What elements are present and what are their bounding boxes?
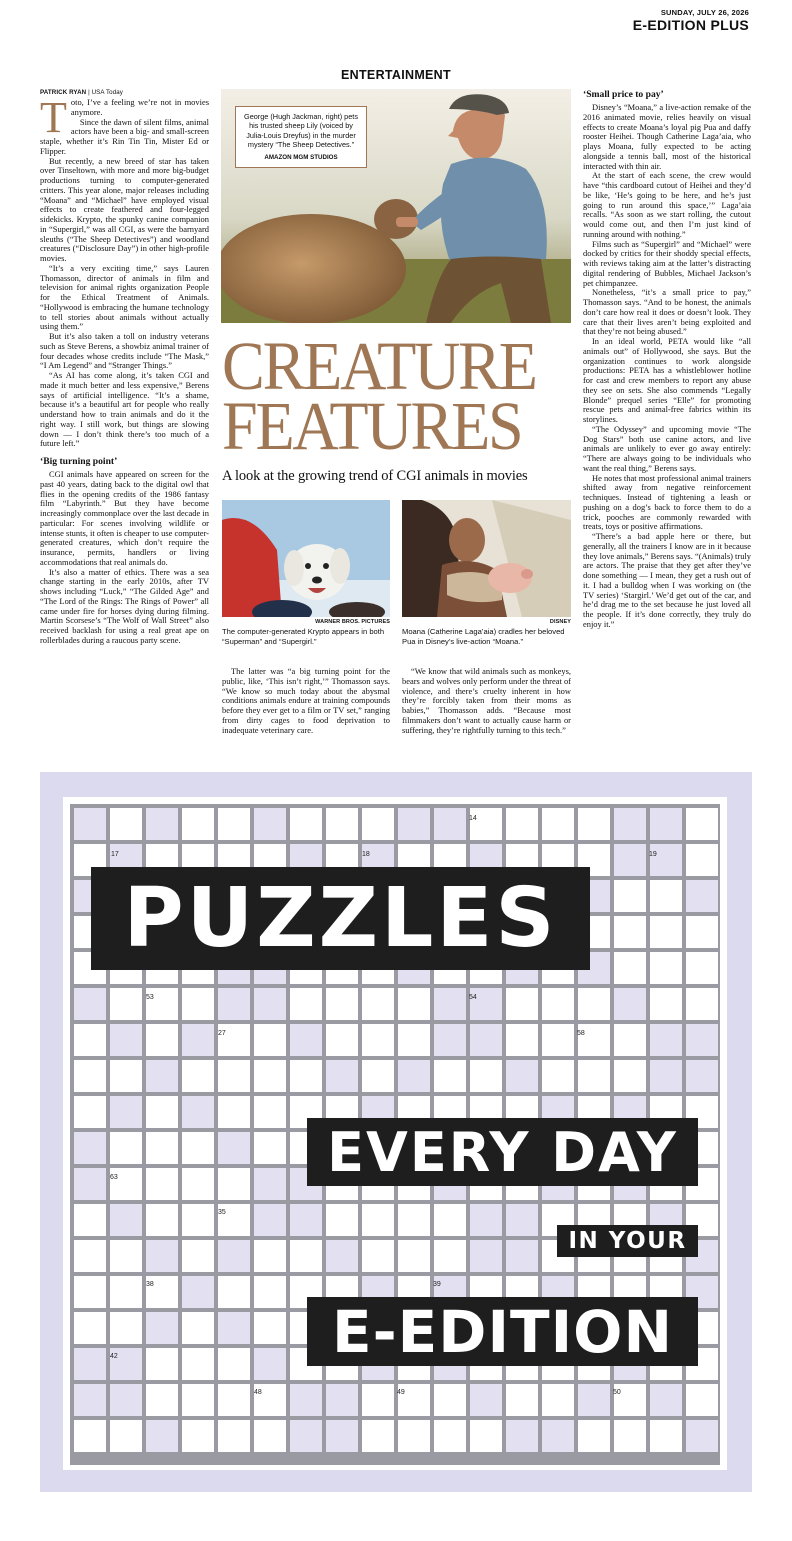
crossword-cell (182, 1132, 214, 1164)
crossword-cell (218, 1276, 250, 1308)
clue-number: 14 (469, 815, 477, 822)
crossword-cell (146, 1384, 178, 1416)
clue-number: 53 (146, 994, 154, 1001)
crossword-cell (74, 988, 106, 1020)
article-column-3 (402, 667, 571, 735)
paragraph: In an ideal world, PETA would like “all animals out” of Hollywood, she says. But the organization continues to work alongside productions: PETA has a whistleblower hotline for cast and crew members to report any abuse they see on sets. She also commends “Legally Blonde” prequel series “Elle” for promoting rescue pets and animal-free fabrics within its storylines. (583, 336, 751, 424)
crossword-cell (650, 1060, 682, 1092)
section-label: ENTERTAINMENT (341, 68, 451, 82)
crossword-cell (650, 880, 682, 912)
main-photo-caption: George (Hugh Jackman, right) pets his trusted sheep Lily (voiced by Julia-Louis Dreyfus) in the murder mystery “The Sheep Detectives.” (244, 112, 358, 149)
banner-e-edition: E-EDITION (307, 1297, 698, 1366)
crossword-cell (470, 808, 502, 840)
crossword-cell (506, 1204, 538, 1236)
crossword-cell (218, 1168, 250, 1200)
crossword-cell (254, 1276, 286, 1308)
paragraph: Films such as “Supergirl” and “Michael” were docked by critics for their shoddy special effects, with reviews taking aim at the latter’s distracting digital rendering of Bubbles, Michael Jackson’s pet chimpanzee. (583, 238, 751, 288)
crossword-cell (434, 808, 466, 840)
crossword-cell (542, 808, 574, 840)
headline-line-1: CREATURE (222, 328, 536, 404)
crossword-cell (578, 1420, 610, 1452)
crossword-cell (218, 1024, 250, 1056)
clue-number: 35 (218, 1209, 226, 1216)
crossword-cell (398, 1024, 430, 1056)
photo-krypto (222, 500, 390, 617)
paragraph: But it’s also taken a toll on industry veterans such as Steve Berens, a showbiz animal trainer of four decades whose credits include “The Mask,” “I Am Legend” and “Stranger Things.” (40, 331, 209, 371)
crossword-cell (146, 1060, 178, 1092)
byline-name: PATRICK RYAN (40, 89, 87, 96)
crossword-cell (74, 1384, 106, 1416)
crossword-cell (218, 1240, 250, 1272)
crossword-cell (218, 1312, 250, 1344)
crossword-cell (182, 1240, 214, 1272)
crossword-cell (686, 1420, 718, 1452)
clue-number: 19 (649, 851, 657, 858)
crossword-cell (146, 1348, 178, 1380)
crossword-cell (614, 952, 646, 984)
crossword-cell (326, 808, 358, 840)
banner-in-your: IN YOUR (557, 1225, 698, 1257)
clue-number: 39 (433, 1281, 441, 1288)
crossword-cell (326, 1240, 358, 1272)
deck: A look at the growing trend of CGI animals in movies (222, 468, 528, 484)
crossword-cell (614, 988, 646, 1020)
crossword-cell (506, 988, 538, 1020)
clue-number: 63 (110, 1174, 118, 1181)
crossword-cell (182, 1312, 214, 1344)
crossword-cell (254, 988, 286, 1020)
crossword-cell (434, 1240, 466, 1272)
crossword-cell (74, 1312, 106, 1344)
crossword-cell (326, 988, 358, 1020)
crossword-cell (290, 1060, 322, 1092)
crossword-cell (614, 1060, 646, 1092)
crossword-cell (362, 1024, 394, 1056)
crossword-cell (578, 1024, 610, 1056)
crossword-cell (218, 1132, 250, 1164)
main-photo-caption-box (235, 106, 367, 168)
crossword-cell (182, 1060, 214, 1092)
moana-illustration (402, 500, 571, 617)
clue-number: 58 (577, 1030, 585, 1037)
photo-moana-caption: Moana (Catherine Laga’aia) cradles her beloved Pua in Disney’s live-action “Moana.” (402, 627, 565, 646)
crossword-cell (650, 1420, 682, 1452)
crossword-cell (398, 1240, 430, 1272)
crossword-cell (254, 1312, 286, 1344)
crossword-cell (470, 1060, 502, 1092)
crossword-cell (254, 1240, 286, 1272)
crossword-cell (326, 1024, 358, 1056)
crossword-cell (434, 1384, 466, 1416)
crossword-cell (110, 988, 142, 1020)
crossword-cell (74, 1276, 106, 1308)
paragraph: At the start of each scene, the crew would have “this cardboard cutout of Heihei and they’d be like, ‘He’s going to be here, and he’s just going to run around this space,’” Laga’aia recalls. “As soon as we start rolling, the cutout would come out, and then I’m just kind of running around with nothing.” (583, 170, 751, 239)
crossword-cell (254, 1060, 286, 1092)
crossword-cell (398, 808, 430, 840)
crossword-cell (326, 1420, 358, 1452)
crossword-cell (74, 1168, 106, 1200)
crossword-cell (362, 1420, 394, 1452)
crossword-cell (614, 916, 646, 948)
issue-date: SUNDAY, JULY 26, 2026 (660, 8, 749, 17)
crossword-cell (74, 1096, 106, 1128)
crossword-cell (182, 988, 214, 1020)
crossword-cell (434, 1204, 466, 1236)
crossword-cell (254, 1168, 286, 1200)
crossword-cell (110, 1060, 142, 1092)
crossword-cell (254, 1204, 286, 1236)
crossword-cell (218, 1420, 250, 1452)
crossword-cell (110, 1132, 142, 1164)
crossword-cell (110, 1204, 142, 1236)
banner-every-day: EVERY DAY (307, 1118, 698, 1186)
clue-number: 38 (146, 1281, 154, 1288)
paragraph: “It’s a very exciting time,” says Lauren Thomasson, director of animals in film and television for animal rights organization People for the Ethical Treatment of Animals. “Hollywood is embracing the humane technology to tell stories about animals without actually using them.” (40, 262, 209, 332)
photo-moana-credit: DISNEY (549, 619, 571, 625)
crossword-cell (74, 1420, 106, 1452)
crossword-cell (182, 808, 214, 840)
crossword-cell (470, 988, 502, 1020)
photo-moana (402, 500, 571, 617)
paragraph: He notes that most professional animal trainers shifted away from negative reinforcement techniques. Instead of tightening a leash or pushing on a dog’s back to force them to do a trick, pooches are commonly rewarded with treats, toys or positive affirmations. (583, 472, 751, 532)
paragraph: Since the dawn of silent films, animal actors have been a big- and small-screen staple, whether it’s Rin Tin Tin, Mister Ed or Flipper. (40, 116, 209, 156)
crossword-cell (686, 1024, 718, 1056)
crossword-cell (146, 1312, 178, 1344)
crossword-cell (434, 1024, 466, 1056)
clue-number: 54 (469, 994, 477, 1001)
crossword-cell (110, 1276, 142, 1308)
crossword-cell (290, 988, 322, 1020)
crossword-cell (182, 1348, 214, 1380)
subhead-big-turning-point: ‘Big turning point’ (40, 456, 118, 467)
crossword-cell (218, 1096, 250, 1128)
crossword-cell (290, 1420, 322, 1452)
crossword-cell (614, 844, 646, 876)
crossword-cell (110, 1312, 142, 1344)
crossword-cell (506, 808, 538, 840)
crossword-cell (686, 808, 718, 840)
crossword-cell (650, 1024, 682, 1056)
crossword-cell (254, 1096, 286, 1128)
crossword-cell (686, 1384, 718, 1416)
crossword-cell (362, 988, 394, 1020)
photo-krypto-caption: The computer-generated Krypto appears in both “Superman” and “Supergirl.” (222, 627, 385, 646)
paragraph: CGI animals have appeared on screen for the past 40 years, dating back to the digital owl that flies in the opening credits of the 1986 fantasy film “Labyrinth.” But they have become increasingly commonplace over the last decade in particular: For scenes involving wildlife or intense stunts, it often is cheaper to use computer-generated creatures, which don’t require the insurance, permits, handlers or living accommodations that real animals do. (40, 469, 209, 567)
crossword-cell (506, 1420, 538, 1452)
edition-title: E-EDITION PLUS (632, 17, 749, 33)
crossword-cell (614, 808, 646, 840)
crossword-cell (326, 1060, 358, 1092)
crossword-cell (110, 1168, 142, 1200)
crossword-cell (470, 1240, 502, 1272)
crossword-cell (74, 1240, 106, 1272)
headline (222, 328, 574, 464)
crossword-cell (542, 1060, 574, 1092)
photo-krypto-credit: WARNER BROS. PICTURES (315, 619, 390, 625)
crossword-cell (650, 1384, 682, 1416)
crossword-cell (506, 1240, 538, 1272)
article-column-1 (40, 89, 209, 646)
crossword-cell (74, 1348, 106, 1380)
crossword-cell (398, 1060, 430, 1092)
paragraph: “As AI has come along, it’s taken CGI and made it much better and less expensive,” Berens says of artificial intelligence. “It’s a shame, because it’s a beautiful art for people who really understand how to train animals and do it the right way. I still work, but things are slowing down — I don’t think there’s too much of a future left.” (40, 370, 209, 449)
crossword-cell (578, 1384, 610, 1416)
clue-number: 50 (613, 1389, 621, 1396)
crossword-cell (110, 1420, 142, 1452)
crossword-cell (74, 1132, 106, 1164)
crossword-cell (470, 1384, 502, 1416)
crossword-cell (146, 988, 178, 1020)
crossword-cell (254, 808, 286, 840)
crossword-cell (182, 1204, 214, 1236)
crossword-cell (182, 1096, 214, 1128)
paragraph: “We know that wild animals such as monkeys, bears and wolves only perform under the threat of violence, and there’s cruelty inherent in how they’re forcibly taken from their moms as babies,” Thomasson adds. “Because most filmmakers don’t want to actually cause harm or suffering, they’re rightfully turning to this tech.” (402, 666, 571, 735)
crossword-cell (290, 1240, 322, 1272)
crossword-cell (146, 1204, 178, 1236)
crossword-cell (290, 1384, 322, 1416)
crossword-cell (254, 1132, 286, 1164)
article-column-4 (583, 89, 751, 630)
crossword-cell (362, 1240, 394, 1272)
clue-number: 17 (111, 851, 119, 858)
crossword-cell (74, 1204, 106, 1236)
crossword-cell (146, 1420, 178, 1452)
crossword-cell (362, 1384, 394, 1416)
clue-number: 49 (397, 1389, 405, 1396)
drop-cap: T (40, 93, 67, 142)
crossword-cell (542, 1384, 574, 1416)
crossword-cell (434, 1420, 466, 1452)
crossword-cell (182, 1168, 214, 1200)
crossword-cell (146, 1132, 178, 1164)
subhead-small-price: ‘Small price to pay’ (583, 89, 664, 100)
crossword-cell (578, 1060, 610, 1092)
crossword-cell (542, 1024, 574, 1056)
crossword-cell (506, 1024, 538, 1056)
photo-moana-block (402, 500, 571, 646)
crossword-cell (110, 808, 142, 840)
crossword-cell (146, 1240, 178, 1272)
crossword-cell (686, 844, 718, 876)
byline (40, 89, 209, 96)
crossword-cell (362, 1204, 394, 1236)
crossword-cell (650, 844, 682, 876)
crossword-cell (254, 1024, 286, 1056)
crossword-cell (218, 1060, 250, 1092)
crossword-cell (686, 916, 718, 948)
photo-krypto-block (222, 500, 390, 646)
crossword-cell (290, 808, 322, 840)
crossword-cell (146, 808, 178, 840)
crossword-cell (326, 1384, 358, 1416)
crossword-cell (146, 1024, 178, 1056)
crossword-cell (650, 916, 682, 948)
crossword-cell (254, 1348, 286, 1380)
article-column-2 (222, 667, 390, 735)
crossword-cell (398, 988, 430, 1020)
paragraph: “The Odyssey” and upcoming movie “The Dog Stars” both use canine actors, and live animals are unlikely to ever go away entirely: “There are always going to be individuals who want the real thing,” Berens says. (583, 423, 751, 473)
paragraph: It’s also a matter of ethics. There was a sea change starting in the early 2010s, after TV shows including “Luck,” “The Gilded Age” and “The Lord of the Rings: The Rings of Power” all came under fire for horses dying during filming. Martin Scorsese’s “The Wolf of Wall Street” also received backlash for using a real great ape on rollerblades during a raucous party scene. (40, 566, 209, 645)
crossword-cell (614, 1420, 646, 1452)
crossword-cell (470, 1420, 502, 1452)
crossword-cell (362, 1060, 394, 1092)
banner-puzzles: PUZZLES (91, 867, 590, 970)
crossword-cell (506, 1384, 538, 1416)
clue-number: 27 (218, 1030, 226, 1037)
crossword-cell (686, 880, 718, 912)
crossword-cell (650, 952, 682, 984)
crossword-cell (254, 1420, 286, 1452)
crossword-cell (614, 880, 646, 912)
crossword-cell (398, 1204, 430, 1236)
crossword-cell (290, 1024, 322, 1056)
crossword-cell (434, 1060, 466, 1092)
crossword-cell (686, 988, 718, 1020)
crossword-cell (614, 1024, 646, 1056)
headline-line-2: FEATURES (222, 388, 522, 464)
crossword-cell (218, 988, 250, 1020)
paragraph: But recently, a new breed of star has taken over Tinseltown, with more and more big-budget productions turning to computer-generated critters. This year alone, major releases including “Moana” and “Michael” have employed visual effects to create feathered and four-legged sidekicks. Krypto, the spunky canine companion in “Supergirl,” was all CGI, as were the barnyard sleuths (“The Sheep Detectives”) and woodland creatures (“Disclosure Day”) in other high-profile movies. (40, 155, 209, 263)
crossword-cell (686, 1060, 718, 1092)
crossword-cell (182, 1384, 214, 1416)
crossword-cell (218, 808, 250, 840)
paragraph: The latter was “a big turning point for the public, like, ‘This isn’t right,’” Thomasson says. “We know so much today about the abysmal conditions animals endure at training compounds before they ever get to a film or TV set,” ranging from dirty cages to food deprivation to inadequate veterinary care. (222, 666, 390, 735)
crossword-cell (506, 1060, 538, 1092)
crossword-cell (398, 1420, 430, 1452)
crossword-cell (182, 1276, 214, 1308)
crossword-cell (218, 1348, 250, 1380)
crossword-cell (578, 988, 610, 1020)
crossword-cell (74, 1024, 106, 1056)
clue-number: 42 (110, 1353, 118, 1360)
crossword-cell (542, 988, 574, 1020)
byline-source: | USA Today (88, 89, 123, 96)
crossword-cell (110, 1384, 142, 1416)
paragraph: Nonetheless, “it’s a small price to pay,” Thomasson says. “And to be honest, the animals don’t care how real it does or doesn’t look. They care that their lives aren’t being exploited and that they’re not being abused.” (583, 287, 751, 337)
crossword-cell (218, 1384, 250, 1416)
clue-number: 48 (254, 1389, 262, 1396)
crossword-cell (686, 952, 718, 984)
crossword-cell (146, 1096, 178, 1128)
crossword-cell (470, 1024, 502, 1056)
crossword-cell (326, 1204, 358, 1236)
crossword-cell (290, 1204, 322, 1236)
krypto-illustration (222, 500, 390, 617)
crossword-cell (110, 1024, 142, 1056)
paragraph: oto, I’ve a feeling we’re not in movies anymore. (70, 97, 209, 117)
crossword-cell (146, 1168, 178, 1200)
crossword-cell (578, 808, 610, 840)
crossword-cell (74, 808, 106, 840)
crossword-cell (470, 1204, 502, 1236)
crossword-cell (182, 1024, 214, 1056)
crossword-cell (434, 988, 466, 1020)
crossword-cell (650, 988, 682, 1020)
paragraph: Disney’s “Moana,” a live-action remake of the 2016 animated movie, relies heavily on visual effects to create Moana’s loyal pig Pua and daffy rooster Heihei. Though Catherine Laga’aia, who plays Moana, fully expected to be acting alongside a tennis ball, most of the historical interacted with thin air. (583, 102, 751, 171)
main-photo-credit: AMAZON MGM STUDIOS (264, 154, 338, 162)
crossword-cell (542, 1420, 574, 1452)
crossword-cell (74, 1060, 106, 1092)
clue-number: 18 (362, 851, 370, 858)
crossword-cell (650, 808, 682, 840)
crossword-cell (182, 1420, 214, 1452)
crossword-cell (110, 1240, 142, 1272)
crossword-cell (362, 808, 394, 840)
crossword-cell (110, 1096, 142, 1128)
paragraph: “There’s a bad apple here or there, but generally, all the trainers I know are in it because they love animals,” Berens says. “(Animals) truly are actors. The praise that they get after they’ve done something — I mean, they get a rush out of it. I had a bulldog when I was working on (the TV series) ‘Stargirl.’ We’d get out of the car, and he’d drag me to the set because he just loved all the people. If it’s done correctly, they truly do enjoy it.” (583, 531, 751, 629)
